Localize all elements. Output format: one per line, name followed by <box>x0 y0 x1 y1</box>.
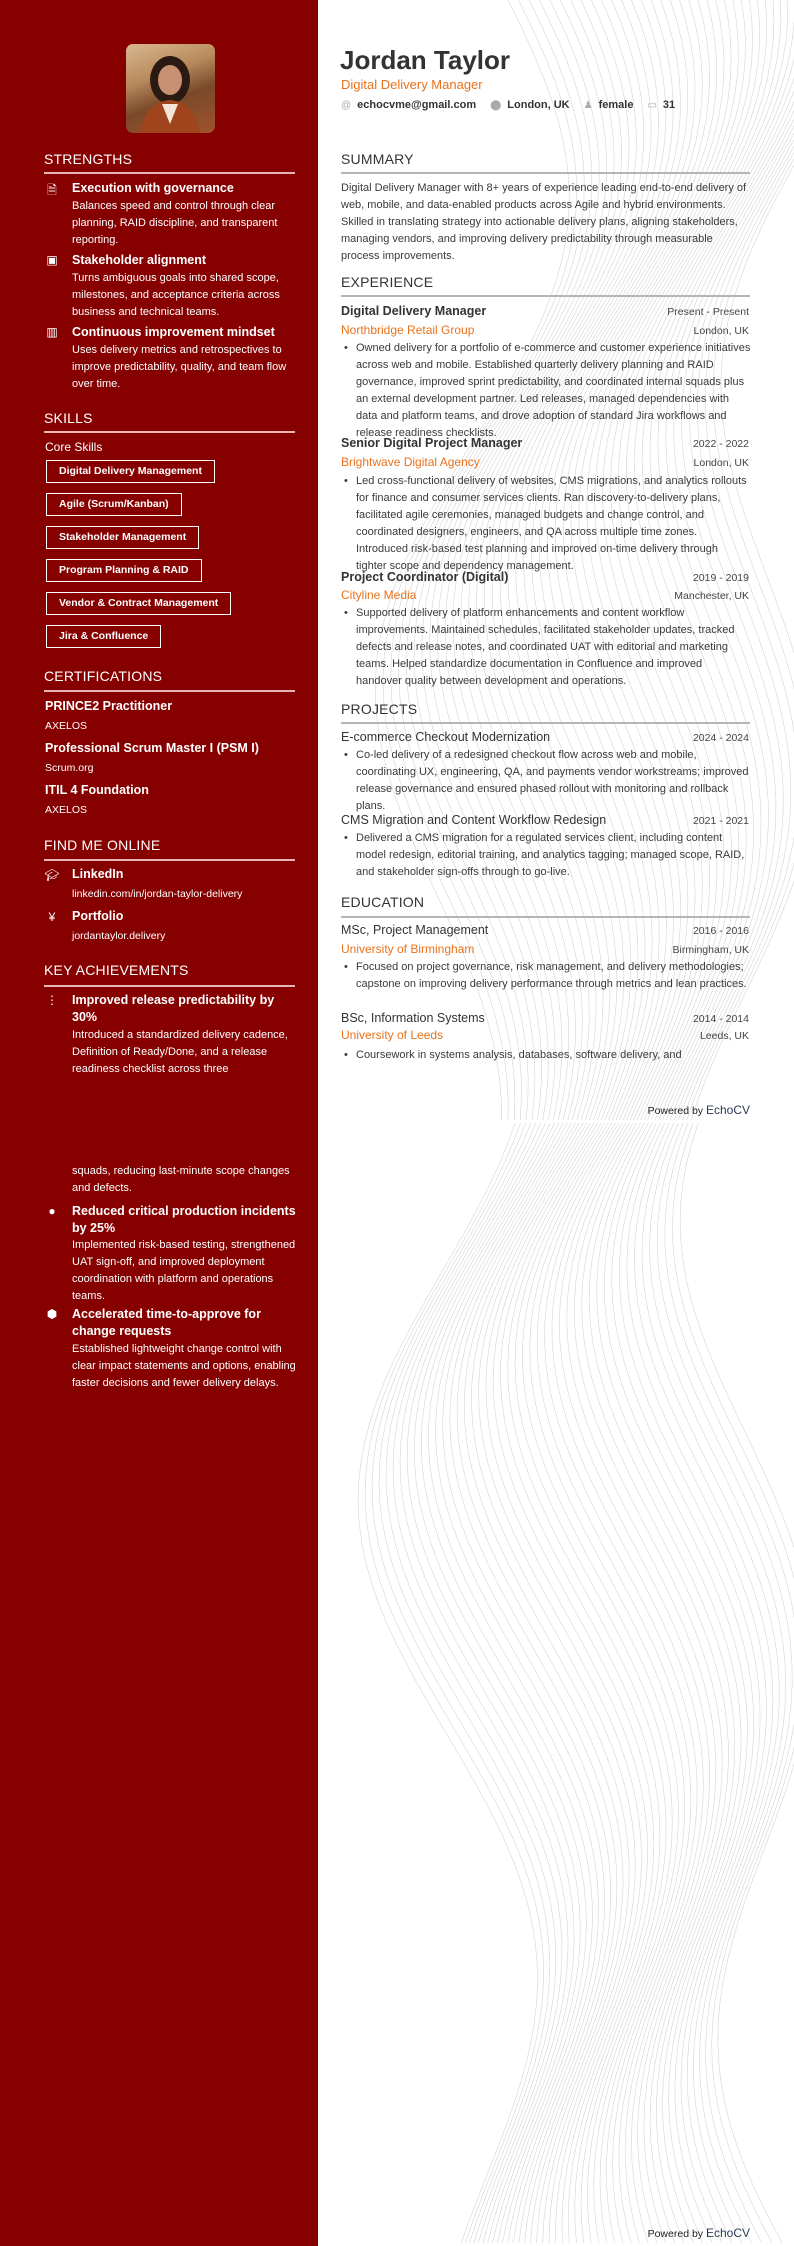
wave-line <box>379 1123 556 2243</box>
location-pin-icon: ⬤ <box>490 99 502 111</box>
degree: BSc, Information Systems <box>341 1011 485 1025</box>
divider <box>44 431 295 433</box>
wave-line <box>486 1123 648 2243</box>
achievement-title: Reduced critical production incidents by 25% <box>72 1204 296 1235</box>
cert-name: ITIL 4 Foundation <box>45 783 149 797</box>
wave-line <box>450 1123 617 2243</box>
document-check-icon: 🗎 <box>47 183 57 197</box>
yen-coin-icon: ¥ <box>48 910 56 924</box>
education-dates: 2016 - 2016 <box>692 925 749 937</box>
linkedin-link[interactable]: linkedin.com/in/jordan-taylor-delivery <box>72 888 243 900</box>
contact-gender: female <box>598 99 634 111</box>
project-bullet: • Delivered a CMS migration for a regulated services client, including content model redesign, editorial training, and analytics tagging; managed scope, RAID, and stakeholder sign-offs through to go-live. <box>341 830 751 881</box>
job-bullet: • Supported delivery of platform enhancements and content workflow improvements. Maintained schedules, facilitated stakeholder updates, tracked defects and release notes, and coordinated UAT with editorial and marketing teams. Helped standardize documentation in Confluence and improved handover quality between development and operations. <box>341 605 751 690</box>
building-icon: ▥ <box>46 325 58 339</box>
wave-line <box>436 1123 605 2243</box>
job-location: Manchester, UK <box>674 590 749 602</box>
divider <box>44 690 295 692</box>
contact-email[interactable]: echocvme@gmail.com <box>357 99 477 111</box>
school: University of Leeds <box>341 1028 444 1042</box>
contact-row <box>341 99 675 111</box>
powered-by-label: Powered by <box>647 1105 704 1117</box>
achievement-title: Improved release predictability by 30% <box>72 993 275 1024</box>
person-icon: ♟ <box>583 99 593 111</box>
powered-by-footer <box>648 1103 750 1117</box>
school: University of Birmingham <box>341 942 475 956</box>
wave-line <box>501 1123 660 2243</box>
skill-tag: Program Planning & RAID <box>46 559 202 582</box>
archive-box-icon: ▣ <box>46 253 58 267</box>
wave-background-page-2 <box>318 1123 794 2246</box>
skill-tag: Agile (Scrum/Kanban) <box>46 493 182 516</box>
skill-tag: Stakeholder Management <box>46 526 199 549</box>
divider <box>44 859 295 861</box>
wave-line <box>537 1123 691 2243</box>
degree: MSc, Project Management <box>341 923 489 937</box>
wave-line <box>627 1123 767 2243</box>
certifications-heading: CERTIFICATIONS <box>44 668 163 684</box>
job-bullet: • Led cross-functional delivery of websites, CMS migrations, and analytics rollouts for finance and consumer services clients. Ran discovery-to-delivery plans, facilitated agile ceremonies, managed budgets and change control, and coordinated designers, engineers, and QA across multiple time zones. Introduced risk-based test planning and improved on-time delivery through tighter scope and dependency management. <box>341 473 751 575</box>
wave-line <box>680 1123 794 2243</box>
find-me-online-heading: FIND ME ONLINE <box>44 837 161 853</box>
job-company: Northbridge Retail Group <box>341 323 475 337</box>
strength-desc: Uses delivery metrics and retrospectives to improve predictability, quality, and team flow over time. <box>72 344 287 390</box>
strength-title: Continuous improvement mindset <box>72 325 275 339</box>
wave-line <box>508 1123 666 2243</box>
powered-by-label: Powered by <box>647 2228 704 2240</box>
wave-line <box>407 1123 580 2243</box>
cert-issuer: AXELOS <box>45 804 88 816</box>
education-bullet: • Focused on project governance, risk management, and delivery methodologies; capstone on improving delivery performance through metrics and lean practices. <box>341 959 751 993</box>
at-icon: @ <box>341 99 352 111</box>
project-title: CMS Migration and Content Workflow Redesign <box>341 813 607 827</box>
cube-icon: ⬢ <box>46 1307 58 1321</box>
wave-line <box>673 1123 794 2243</box>
achievement-desc-continued: squads, reducing last-minute scope changes and defects. <box>72 1165 290 1194</box>
achievement-title: Accelerated time-to-approve for change requests <box>72 1307 261 1338</box>
divider <box>341 916 750 918</box>
job-dates: 2022 - 2022 <box>692 438 749 450</box>
summary-text: Digital Delivery Manager with 8+ years of experience leading end-to-end delivery of web, mobile, and data-enabled products across Agile and hybrid environments. Skilled in translating strategy into actionable delivery plans, aligning stakeholders, managing vendors, and improving delivery predictability through measurable process improvements. <box>341 182 747 262</box>
skill-tag: Vendor & Contract Management <box>46 592 231 615</box>
divider <box>44 172 295 174</box>
portfolio-link[interactable]: jordantaylor.delivery <box>72 930 166 942</box>
wave-line <box>421 1123 592 2243</box>
job-location: London, UK <box>693 325 749 337</box>
candidate-title: Digital Delivery Manager <box>341 77 483 92</box>
wave-line <box>657 1123 792 2243</box>
education-bullet: • Coursework in systems analysis, databases, software delivery, and <box>341 1047 751 1064</box>
wave-line <box>365 1123 543 2243</box>
strength-desc: Turns ambiguous goals into shared scope, milestones, and acceptance criteria across business and technical teams. <box>72 272 280 318</box>
job-title: Digital Delivery Manager <box>341 304 487 318</box>
strengths-heading: STRENGTHS <box>44 151 133 167</box>
portfolio-label: Portfolio <box>72 909 124 923</box>
powered-by-footer <box>648 2226 750 2240</box>
wave-line <box>619 1123 760 2243</box>
job-title: Project Coordinator (Digital) <box>341 570 509 584</box>
education-heading: EDUCATION <box>341 894 425 910</box>
divider <box>341 295 750 297</box>
divider <box>341 172 750 174</box>
achievement-desc: Established lightweight change control with clear impact statements and options, enabling faster decisions and fewer delivery delays. <box>72 1343 296 1389</box>
contact-age: 31 <box>662 99 676 111</box>
experience-heading: EXPERIENCE <box>341 274 434 290</box>
brand-link[interactable]: EchoCV <box>705 2226 750 2240</box>
achievement-desc: Implemented risk-based testing, strengthened UAT sign-off, and improved deployment coordination with platform and operations teams. <box>72 1239 296 1302</box>
divider <box>341 722 750 724</box>
job-location: London, UK <box>693 457 749 469</box>
wave-line <box>400 1123 574 2243</box>
strength-title: Execution with governance <box>72 181 234 195</box>
graduation-cap-icon: 🎓︎ <box>44 868 60 882</box>
divider <box>44 985 295 987</box>
project-bullet: • Co-led delivery of a redesigned checkout flow across web and mobile, coordinating UX, engineering, QA, and payments vendor workstreams; improved release governance and ensured phased rollout with monitoring and rollback plans. <box>341 747 751 815</box>
core-skills-subheading: Core Skills <box>45 440 103 454</box>
project-dates: 2024 - 2024 <box>692 732 749 744</box>
profile-photo <box>126 44 215 133</box>
job-company: Brightwave Digital Agency <box>341 455 480 469</box>
education-location: Birmingham, UK <box>672 944 749 956</box>
calendar-icon: ▭ <box>647 99 657 111</box>
skills-heading: SKILLS <box>44 410 93 426</box>
wave-line <box>530 1123 685 2243</box>
skill-tag: Jira & Confluence <box>46 625 161 648</box>
award-icon: ● <box>48 1204 56 1218</box>
job-title: Senior Digital Project Manager <box>341 436 523 450</box>
wave-line <box>665 1123 794 2243</box>
job-dates: 2019 - 2019 <box>692 572 749 584</box>
cert-name: Professional Scrum Master I (PSM I) <box>45 741 259 755</box>
strength-desc: Balances speed and control through clear planning, RAID discipline, and transparent reporting. <box>72 200 278 246</box>
contact-location: London, UK <box>507 99 570 111</box>
cert-name: PRINCE2 Practitioner <box>45 699 173 713</box>
wave-line <box>479 1123 642 2243</box>
job-dates: Present - Present <box>667 306 749 318</box>
wave-line <box>358 1123 537 2243</box>
project-dates: 2021 - 2021 <box>692 815 749 827</box>
projects-heading: PROJECTS <box>341 701 418 717</box>
vertical-dots-icon: ⋮ <box>46 993 58 1007</box>
summary-heading: SUMMARY <box>341 151 414 167</box>
education-location: Leeds, UK <box>699 1030 749 1042</box>
strength-title: Stakeholder alignment <box>72 253 207 267</box>
cert-issuer: Scrum.org <box>45 762 94 774</box>
candidate-name: Jordan Taylor <box>340 45 511 75</box>
wave-line <box>457 1123 623 2243</box>
project-title: E-commerce Checkout Modernization <box>341 730 551 744</box>
job-company: Cityline Media <box>341 588 417 602</box>
wave-line <box>612 1123 754 2243</box>
wave-line <box>386 1123 562 2243</box>
job-bullet: • Owned delivery for a portfolio of e-commerce and customer experience initiatives across web and mobile. Established quarterly delivery planning and RAID governance, improved sprint predictability, and coordinated internal squads plus an external development partner. Led releases, managed dependencies with data and platform teams, and drove adoption of standard Jira workflows and release readiness checklists. <box>341 340 751 442</box>
wave-line <box>604 1123 747 2243</box>
skill-tag: Digital Delivery Management <box>46 460 215 483</box>
brand-link[interactable]: EchoCV <box>705 1103 750 1117</box>
education-dates: 2014 - 2014 <box>692 1013 749 1025</box>
achievement-desc: Introduced a standardized delivery cadence, Definition of Ready/Done, and a release readiness checklist across three <box>72 1029 288 1075</box>
wave-line <box>493 1123 654 2243</box>
cert-issuer: AXELOS <box>45 720 88 732</box>
key-achievements-heading: KEY ACHIEVEMENTS <box>44 962 189 978</box>
linkedin-label: LinkedIn <box>72 867 124 881</box>
